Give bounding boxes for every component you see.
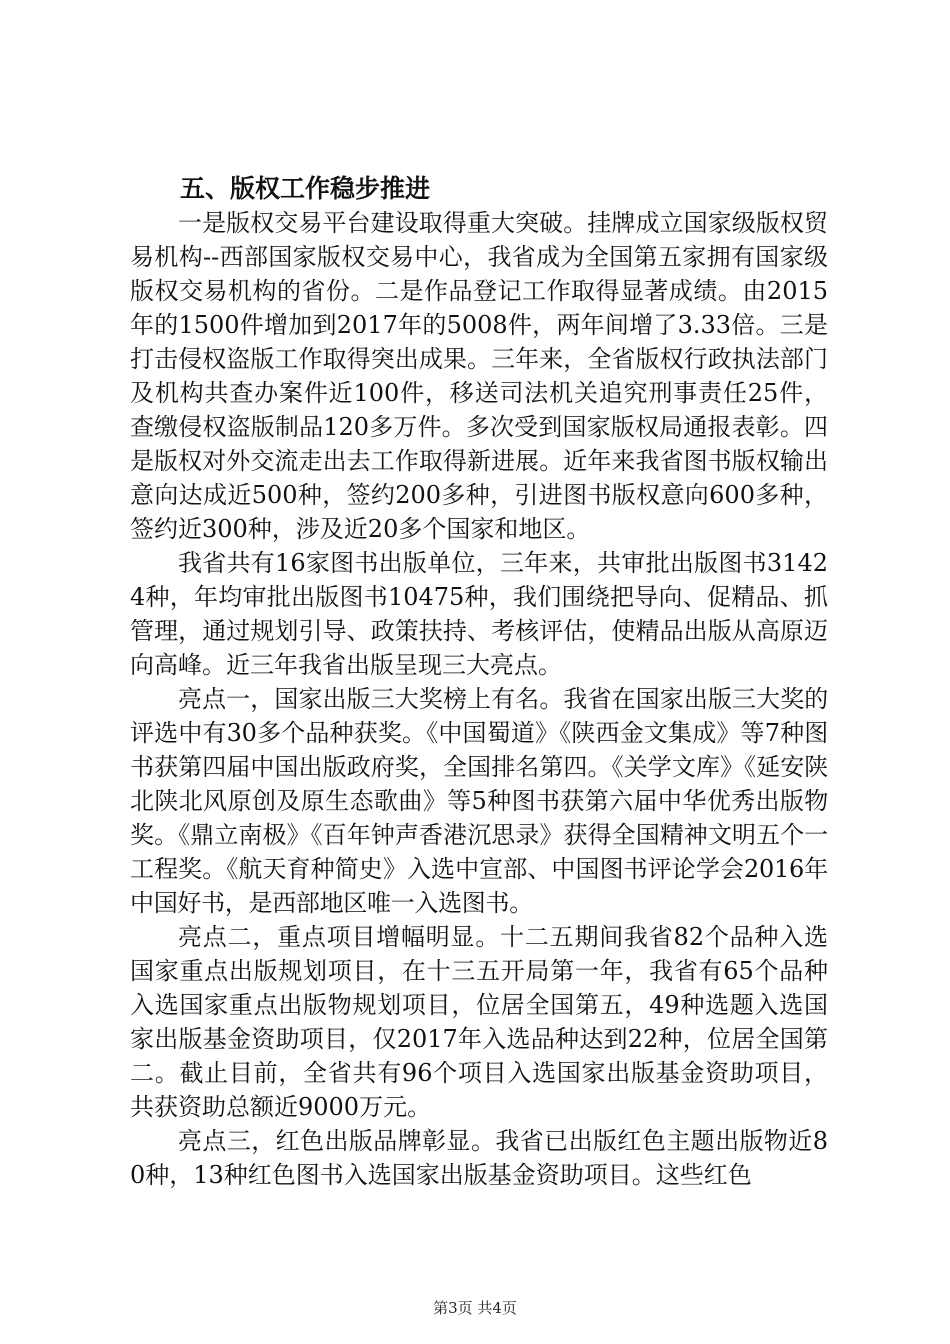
document-body [130, 172, 828, 1192]
section-heading: 五、版权工作稳步推进 [180, 174, 431, 203]
paragraph-highlight-three: 亮点三，红色出版品牌彰显。我省已出版红色主题出版物近80种，13种红色图书入选国家出版基金资助项目。这些红色 [130, 1127, 828, 1189]
paragraph-highlight-one: 亮点一，国家出版三大奖榜上有名。我省在国家出版三大奖的评选中有30多个品种获奖。《中国蜀道》《陕西金文集成》等7种图书获第四届中国出版政府奖，全国排名第四。《关学文库》《延安陕北陕北风原创及原生态歌曲》等5种图书获第六届中华优秀出版物奖。《鼎立南极》《百年钟声香港沉思录》获得全国精神文明五个一工程奖。《航天育种简史》入选中宣部、中国图书评论学会2016年中国好书，是西部地区唯一入选图书。 [130, 685, 828, 917]
paragraph-publishing-units: 我省共有16家图书出版单位，三年来，共审批出版图书31424种，年均审批出版图书10475种，我们围绕把导向、促精品、抓管理，通过规划引导、政策扶持、考核评估，使精品出版从高原迈向高峰。近三年我省出版呈现三大亮点。 [130, 549, 828, 679]
paragraph-highlight-two: 亮点二，重点项目增幅明显。十二五期间我省82个品种入选国家重点出版规划项目，在十三五开局第一年，我省有65个品种入选国家重点出版物规划项目，位居全国第五，49种选题入选国家出版基金资助项目，仅2017年入选品种达到22种，位居全国第二。截止目前，全省共有96个项目入选国家出版基金资助项目，共获资助总额近9000万元。 [130, 923, 828, 1121]
page-number-footer: 第3页 共4页 [433, 1299, 517, 1317]
paragraph-copyright: 一是版权交易平台建设取得重大突破。挂牌成立国家级版权贸易机构--西部国家版权交易中心，我省成为全国第五家拥有国家级版权交易机构的省份。二是作品登记工作取得显著成绩。由2015年的1500件增加到2017年的5008件，两年间增了3.33倍。三是打击侵权盗版工作取得突出成果。三年来，全省版权行政执法部门及机构共查办案件近100件，移送司法机关追究刑事责任25件，查缴侵权盗版制品120多万件。多次受到国家版权局通报表彰。四是版权对外交流走出去工作取得新进展。近年来我省图书版权输出意向达成近500种，签约200多种，引进图书版权意向600多种，签约近300种，涉及近20多个国家和地区。 [130, 209, 828, 543]
